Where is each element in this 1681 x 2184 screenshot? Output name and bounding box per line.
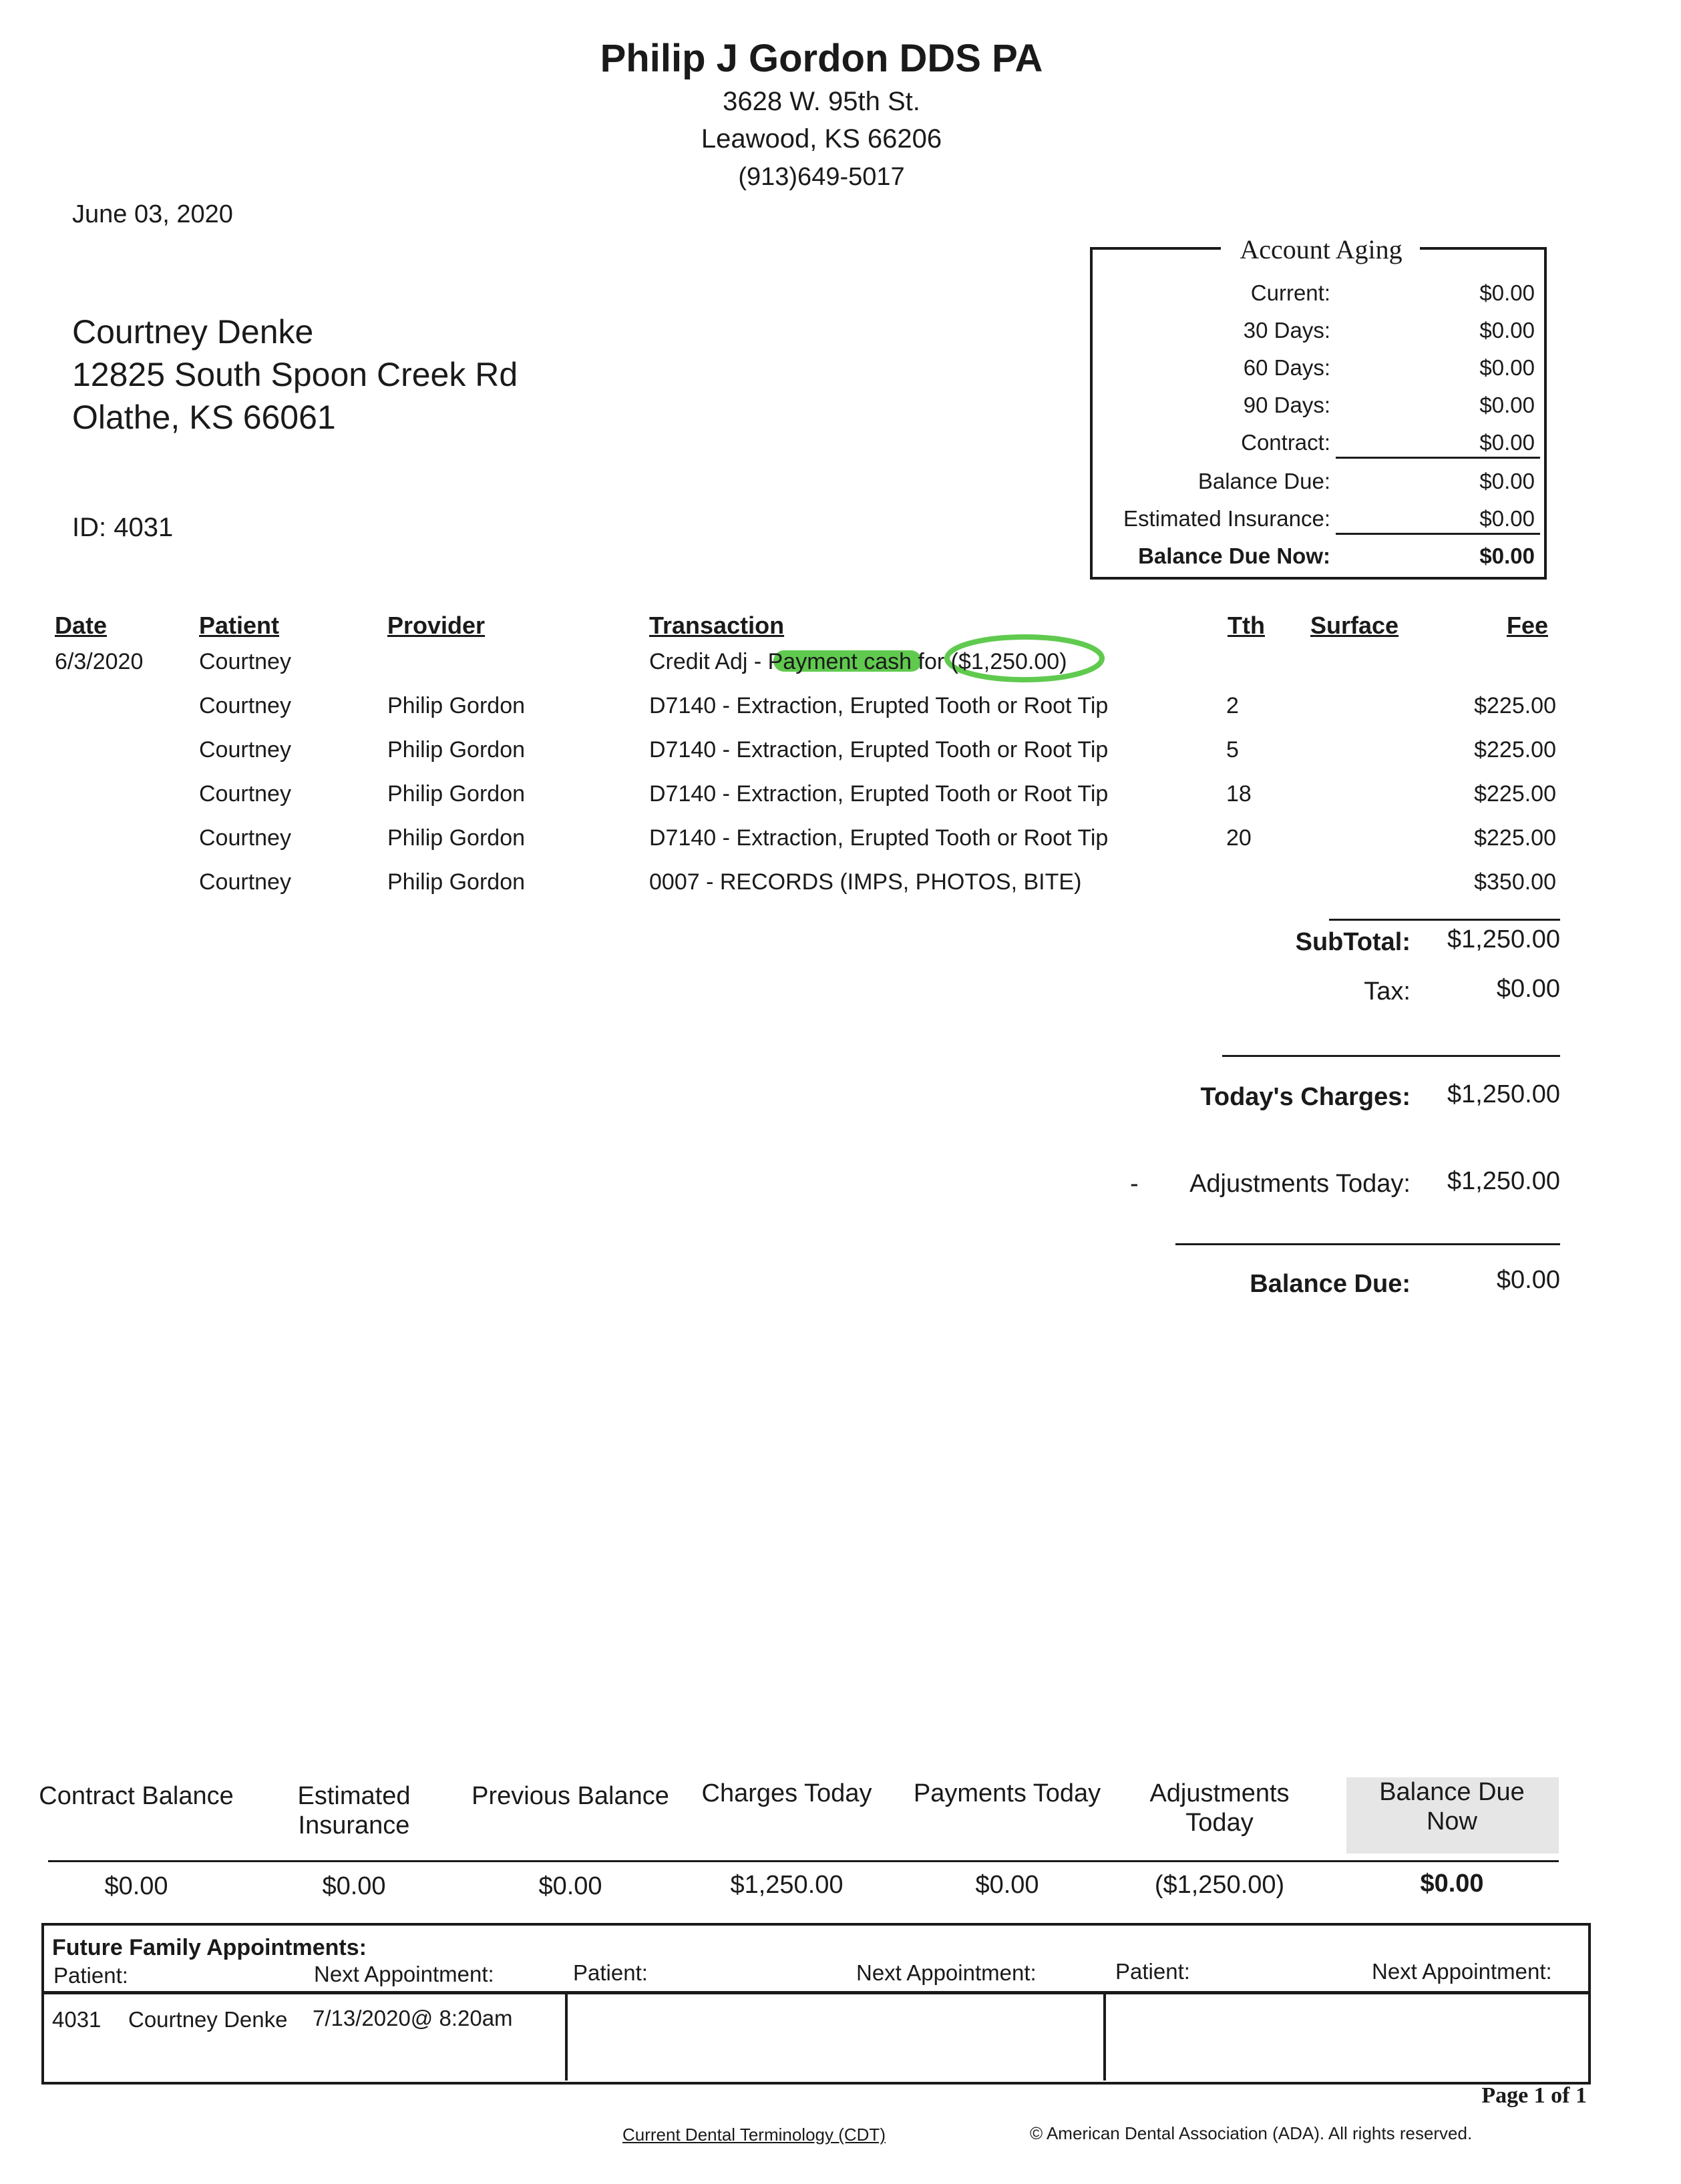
col-header-fee: Fee (1506, 612, 1548, 639)
adjustments-today-value: $1,250.00 (1447, 1167, 1560, 1195)
row-3-patient: Courtney (199, 737, 291, 762)
row-2-transaction: D7140 - Extraction, Erupted Tooth or Root Tip (649, 693, 1109, 718)
subtotal-label: SubTotal: (1295, 928, 1411, 956)
row-2-provider: Philip Gordon (387, 693, 526, 718)
row-5-tooth: 20 (1226, 825, 1252, 851)
summary-header-payments-today: Payments Today (913, 1779, 1101, 1807)
page-number: Page 1 of 1 (1481, 2083, 1587, 2108)
row-5-fee: $225.00 (1474, 825, 1556, 851)
col-header-surface: Surface (1310, 612, 1399, 639)
appt-col-2-next-label: Next Appointment: (856, 1960, 1037, 1985)
row-2-fee: $225.00 (1474, 693, 1556, 718)
row-5-transaction: D7140 - Extraction, Erupted Tooth or Root Tip (649, 825, 1109, 851)
balance-due-label: Balance Due: (1250, 1270, 1411, 1298)
appointments-divider-1 (565, 1994, 568, 2081)
row-6-provider: Philip Gordon (387, 869, 526, 895)
row-6-fee: $350.00 (1474, 869, 1556, 895)
summary-value-estimated-insurance: $0.00 (322, 1872, 386, 1900)
todays-charges-label: Today's Charges: (1200, 1083, 1411, 1111)
row-5-patient: Courtney (199, 825, 291, 851)
aging-value-30-days: $0.00 (1479, 318, 1535, 343)
row-4-tooth: 18 (1226, 781, 1252, 807)
adjustments-sign: - (1130, 1170, 1139, 1198)
summary-value-contract-balance: $0.00 (104, 1872, 168, 1900)
row-5-provider: Philip Gordon (387, 825, 526, 851)
appt-col-1-next-label: Next Appointment: (314, 1962, 494, 1986)
aging-box-top-rule-left (1090, 247, 1221, 250)
adjustments-today-label: Adjustments Today: (1189, 1170, 1411, 1198)
summary-value-payments-today: $0.00 (975, 1871, 1039, 1899)
row-3-transaction: D7140 - Extraction, Erupted Tooth or Root Tip (649, 737, 1109, 762)
summary-header-estimated-insurance: Estimated Insurance (297, 1782, 411, 1839)
aging-label-30-days: 30 Days: (1243, 318, 1330, 343)
col-header-transaction: Transaction (649, 612, 785, 639)
summary-value-previous-balance: $0.00 (538, 1872, 602, 1900)
row-6-transaction: 0007 - RECORDS (IMPS, PHOTOS, BITE) (649, 869, 1082, 895)
statement-date: June 03, 2020 (72, 200, 233, 228)
cdt-link[interactable]: Current Dental Terminology (CDT) (622, 2125, 886, 2145)
col-header-patient: Patient (199, 612, 280, 639)
appt-col-2-patient-label: Patient: (573, 1960, 648, 1985)
row-4-provider: Philip Gordon (387, 781, 526, 807)
tax-label: Tax: (1364, 977, 1411, 1006)
row-2-patient: Courtney (199, 693, 291, 718)
todays-charges-value: $1,250.00 (1447, 1080, 1560, 1108)
patient-address-line2: Olathe, KS 66061 (72, 399, 336, 436)
col-header-date: Date (55, 612, 108, 639)
charges-rule (1222, 1055, 1560, 1057)
subtotal-rule (1329, 919, 1560, 921)
summary-value-adjustments-today: ($1,250.00) (1154, 1871, 1285, 1899)
patient-name: Courtney Denke (72, 313, 314, 351)
row-3-provider: Philip Gordon (387, 737, 526, 762)
subtotal-value: $1,250.00 (1447, 925, 1560, 953)
aging-label-estimated-insurance: Estimated Insurance: (1123, 506, 1330, 531)
col-header-provider: Provider (387, 612, 486, 639)
aging-value-estimated-insurance: $0.00 (1479, 506, 1535, 531)
aging-contract-rule (1336, 457, 1540, 459)
summary-header-previous-balance: Previous Balance (472, 1782, 669, 1810)
aging-label-90-days: 90 Days: (1243, 393, 1330, 417)
appt-col-3-patient-label: Patient: (1115, 1959, 1190, 1984)
aging-value-balance-due-now: $0.00 (1479, 543, 1535, 568)
summary-header-adjustments-today: Adjustments Today (1149, 1779, 1290, 1837)
practice-phone: (913)649-5017 (738, 163, 905, 191)
row-1-date: 6/3/2020 (55, 649, 144, 674)
tax-value: $0.00 (1496, 975, 1560, 1003)
appt-entry-when: 7/13/2020@ 8:20am (313, 2006, 513, 2030)
appt-entry-name: Courtney Denke (128, 2007, 288, 2032)
row-3-tooth: 5 (1226, 737, 1239, 762)
row-4-patient: Courtney (199, 781, 291, 807)
summary-value-balance-due-now: $0.00 (1420, 1870, 1484, 1898)
aging-label-balance-due: Balance Due: (1197, 469, 1330, 493)
row-4-fee: $225.00 (1474, 781, 1556, 807)
col-header-tooth: Tth (1228, 612, 1265, 639)
practice-name: Philip J Gordon DDS PA (600, 37, 1043, 80)
summary-rule (48, 1860, 1559, 1862)
aging-label-60-days: 60 Days: (1243, 355, 1330, 380)
row-2-tooth: 2 (1226, 693, 1239, 718)
aging-value-90-days: $0.00 (1479, 393, 1535, 417)
account-aging-title: Account Aging (1240, 234, 1403, 264)
practice-address-line2: Leawood, KS 66206 (701, 124, 942, 154)
appt-entry-id: 4031 (52, 2007, 102, 2032)
summary-header-charges-today: Charges Today (701, 1779, 872, 1807)
aging-value-current: $0.00 (1479, 280, 1535, 305)
row-3-fee: $225.00 (1474, 737, 1556, 762)
aging-insurance-rule (1336, 533, 1540, 535)
aging-label-balance-due-now: Balance Due Now: (1138, 543, 1330, 568)
patient-address-line1: 12825 South Spoon Creek Rd (72, 356, 518, 393)
appointments-title: Future Family Appointments: (52, 1935, 367, 1960)
patient-id: ID: 4031 (72, 513, 174, 542)
summary-value-charges-today: $1,250.00 (730, 1871, 844, 1899)
aging-value-60-days: $0.00 (1479, 355, 1535, 380)
row-1-patient: Courtney (199, 649, 291, 674)
aging-value-balance-due: $0.00 (1479, 469, 1535, 493)
aging-box-top-rule-right (1420, 247, 1547, 250)
aging-label-current: Current: (1250, 280, 1330, 305)
summary-header-balance-due-now: Balance Due Now (1379, 1778, 1525, 1835)
row-6-patient: Courtney (199, 869, 291, 895)
row-4-transaction: D7140 - Extraction, Erupted Tooth or Root Tip (649, 781, 1109, 807)
balance-due-value: $0.00 (1496, 1266, 1560, 1294)
practice-address-line1: 3628 W. 95th St. (723, 87, 920, 116)
ada-copyright: © American Dental Association (ADA). All rights reserved. (1030, 2123, 1473, 2143)
appt-col-3-next-label: Next Appointment: (1372, 1959, 1552, 1984)
aging-value-contract: $0.00 (1479, 430, 1535, 455)
balance-rule (1175, 1243, 1560, 1245)
appointments-divider-2 (1103, 1994, 1106, 2081)
appt-col-1-patient-label: Patient: (53, 1963, 128, 1988)
aging-label-contract: Contract: (1241, 430, 1330, 455)
summary-header-contract-balance: Contract Balance (39, 1782, 234, 1810)
appointments-header-rule (41, 1991, 1591, 1994)
row-1-transaction: Credit Adj - Payment cash for ($1,250.00) (649, 649, 1067, 674)
